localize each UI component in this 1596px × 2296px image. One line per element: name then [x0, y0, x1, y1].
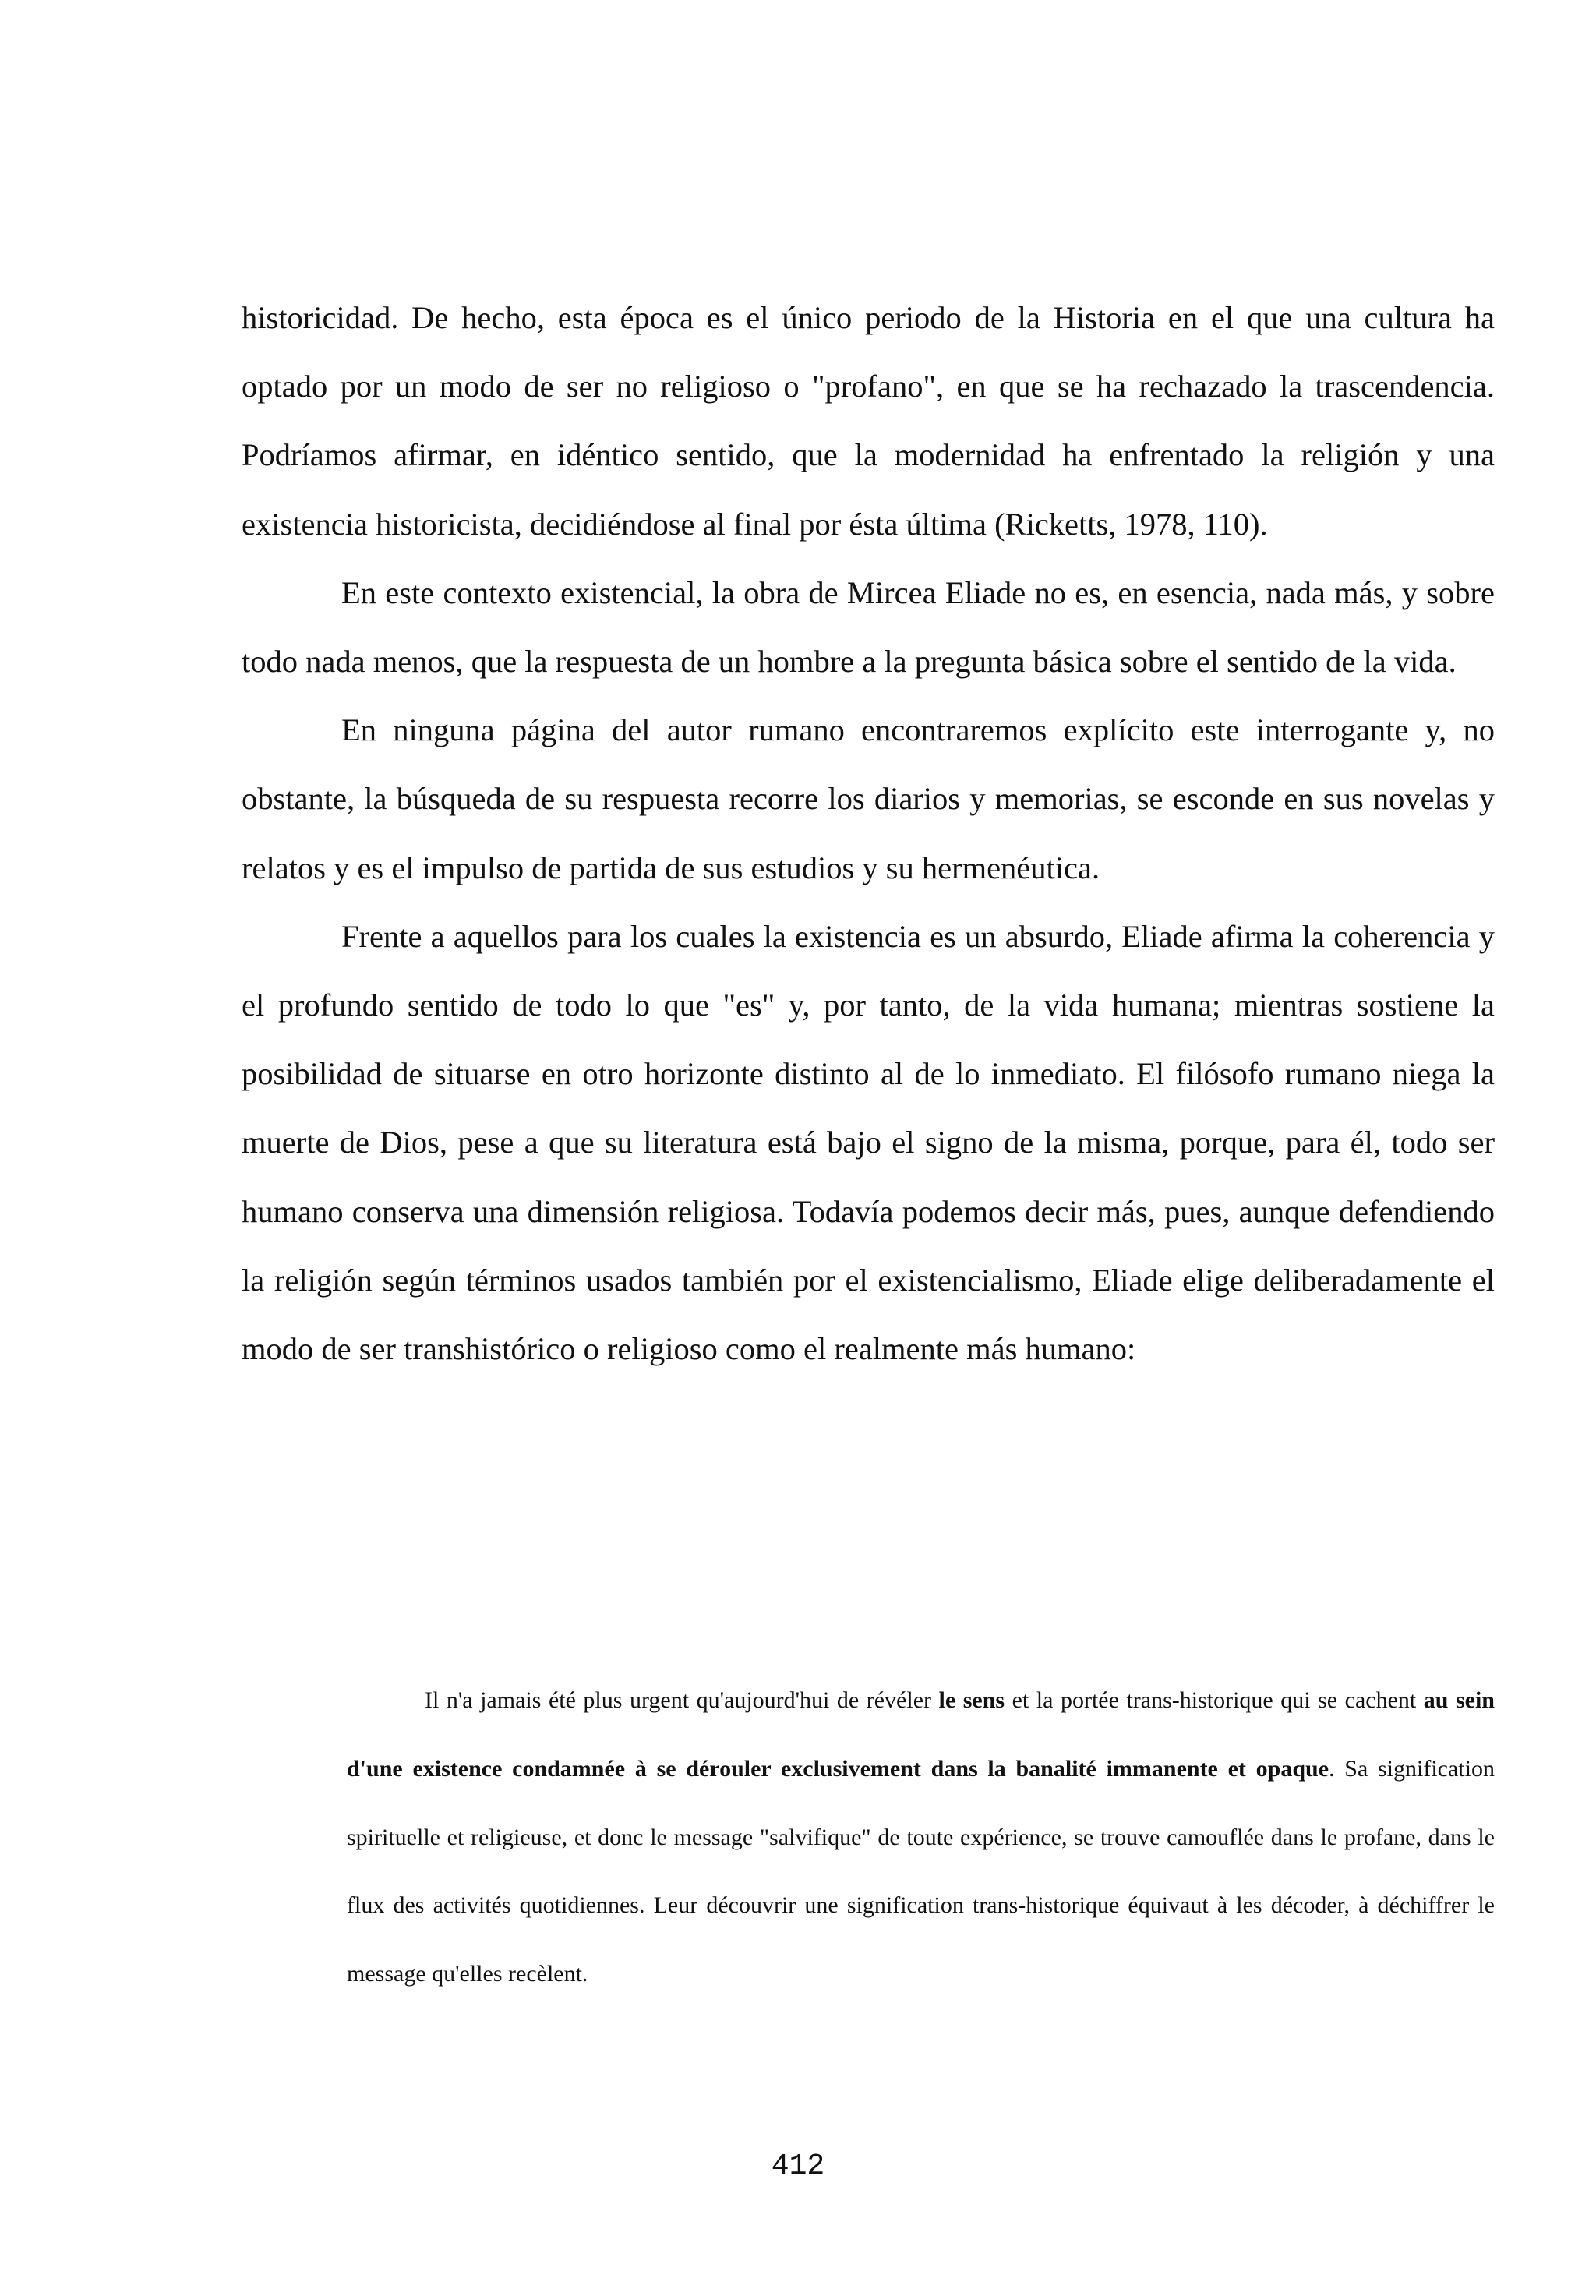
quote-text-1: Il n'a jamais été plus urgent qu'aujourd'hui de révéler: [425, 1687, 939, 1713]
paragraph-1: historicidad. De hecho, esta época es el único periodo de la Historia en el que una cultura ha optado por un modo de ser no religioso o "profano", en que se ha rechazado la trascendencia. Podríamos afirmar, en idéntico sentido, que la modernidad ha enfrentado la religión y una existencia historicista, decidiéndose al final por ésta última (Ricketts, 1978, 110).: [242, 300, 1495, 542]
main-text: [242, 284, 1495, 1383]
paragraph-3: En ninguna página del autor rumano encontraremos explícito este interrogante y, no obstante, la búsqueda de su respuesta recorre los diarios y memorias, se esconde en sus novelas y relatos y es el impulso de partida de sus estudios y su hermenéutica.: [242, 712, 1495, 885]
quote-paragraph: [347, 1666, 1495, 2008]
quote-text-3: . Sa signification spirituelle et religieuse, et donc le message "salvifique" de toute expérience, se trouve camouflée dans le profane, dans le flux des activités quotidiennes. Leur découvrir une signification trans-historique équivaut à les décoder, à déchiffrer le message qu'elles recèlent.: [347, 1755, 1495, 1987]
paragraph-2: En este contexto existencial, la obra de Mircea Eliade no es, en esencia, nada más, y sobre todo nada menos, que la respuesta de un hombre a la pregunta básica sobre el sentido de la vida.: [242, 574, 1495, 680]
quote-emphasis-2: au sein d'une existence condamnée à se dérouler exclusivement dans la banalité immanente et opaque: [347, 1687, 1495, 1782]
block-quote: [347, 1666, 1495, 2008]
paragraph-4: Frente a aquellos para los cuales la existencia es un absurdo, Eliade afirma la coherencia y el profundo sentido de todo lo que "es" y, por tanto, de la vida humana; mientras sostiene la posibilidad de situarse en otro horizonte distinto al de lo inmediato. El filósofo rumano niega la muerte de Dios, pese a que su literatura está bajo el signo de la misma, porque, para él, todo ser humano conserva una dimensión religiosa. Todavía podemos decir más, pues, aunque defendiendo la religión según términos usados también por el existencialismo, Eliade elige deliberadamente el modo de ser transhistórico o religioso como el realmente más humano:: [242, 918, 1495, 1367]
quote-text-2: et la portée trans-historique qui se cachent: [1005, 1687, 1424, 1713]
quote-emphasis-1: le sens: [938, 1687, 1005, 1713]
page-number: 412: [771, 2149, 825, 2183]
